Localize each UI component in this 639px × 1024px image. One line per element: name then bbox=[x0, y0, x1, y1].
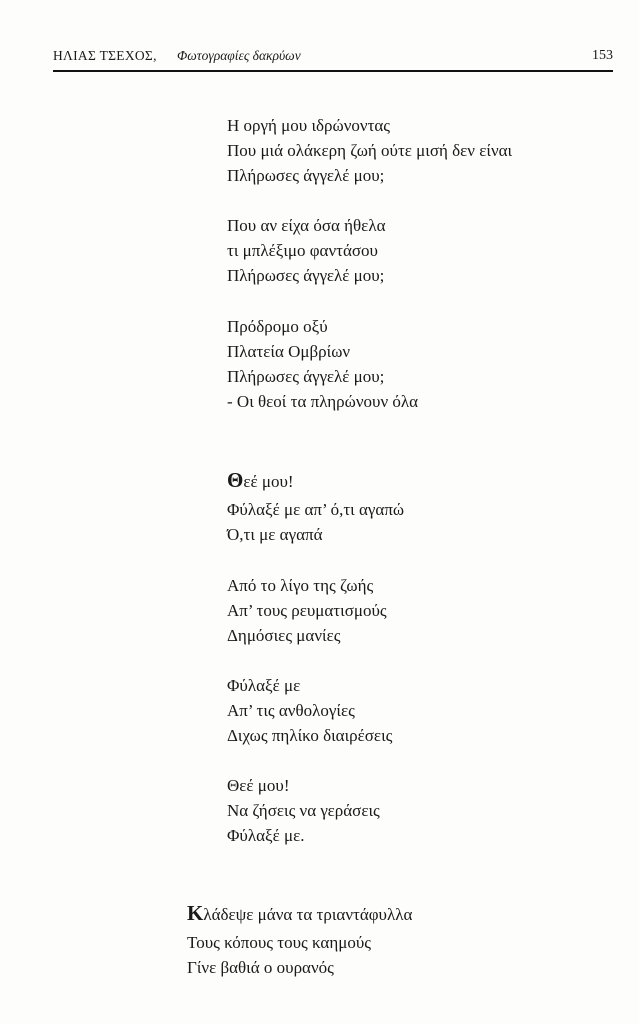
verse-line-text: εέ μου! bbox=[243, 472, 294, 491]
running-header bbox=[53, 48, 613, 68]
verse-line: Πλατεία Ομβρίων bbox=[227, 342, 351, 361]
verse-line: Απ’ τις ανθολογίες bbox=[227, 701, 355, 720]
verse-line: Να ζήσεις να γεράσεις bbox=[227, 801, 380, 820]
verse-first-line bbox=[187, 903, 412, 925]
verse-line: Φύλαξέ με απ’ ό,τι αγαπώ bbox=[227, 500, 405, 519]
verse-line: Πλήρωσες άγγελέ μου; bbox=[227, 367, 385, 386]
verse-line: - Οι θεοί τα πληρώνουν όλα bbox=[227, 392, 419, 411]
verse-line: Φύλαξέ με. bbox=[227, 826, 305, 845]
verse-line: Ό,τι με αγαπά bbox=[227, 525, 323, 544]
verse-line: Θεέ μου! bbox=[227, 776, 290, 795]
drop-cap: Κ bbox=[187, 901, 204, 925]
book-title: Φωτογραφίες δακρύων bbox=[177, 48, 301, 63]
header-rule bbox=[53, 70, 613, 72]
verse-line: Γίνε βαθιά ο ουρανός bbox=[187, 958, 334, 977]
verse-line: Τους κόπους τους καημούς bbox=[187, 933, 371, 952]
verse-line: Που αν είχα όσα ήθελα bbox=[227, 216, 386, 235]
verse-line: Απ’ τους ρευματισμούς bbox=[227, 601, 387, 620]
author-name: ΗΛΙΑΣ ΤΣΕΧΟΣ, bbox=[53, 48, 157, 63]
verse-line: Που μιά ολάκερη ζωή ούτε μισή δεν είναι bbox=[227, 141, 513, 160]
verse-line: Διχως πηλίκο διαιρέσεις bbox=[227, 726, 393, 745]
verse-line: τι μπλέξιμο φαντάσου bbox=[227, 241, 378, 260]
verse-line: Από το λίγο της ζωής bbox=[227, 576, 374, 595]
verse-line: Πλήρωσες άγγελέ μου; bbox=[227, 166, 385, 185]
page-number: 153 bbox=[592, 48, 613, 63]
verse-line: Φύλαξέ με bbox=[227, 676, 301, 695]
drop-cap: Θ bbox=[227, 468, 244, 492]
verse-line: Δημόσιες μανίες bbox=[227, 626, 341, 645]
verse-line: Πρόδρομο οξύ bbox=[227, 317, 328, 336]
verse-first-line bbox=[227, 470, 294, 492]
verse-line: Πλήρωσες άγγελέ μου; bbox=[227, 266, 385, 285]
verse-line: Η οργή μου ιδρώνοντας bbox=[227, 116, 391, 135]
verse-line-text: λάδεψε μάνα τα τριαντάφυλλα bbox=[203, 905, 413, 924]
